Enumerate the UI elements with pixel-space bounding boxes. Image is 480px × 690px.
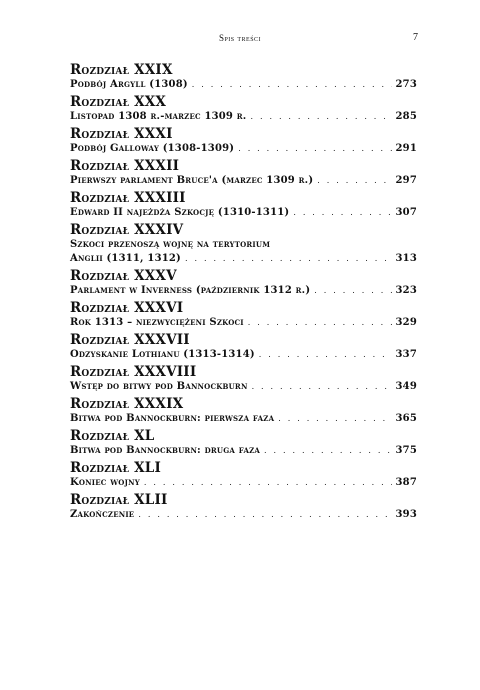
chapter-title: Podbój Argyll (1308) xyxy=(70,79,188,90)
toc-chapter xyxy=(70,94,417,124)
chapter-title: Bitwa pod Bannockburn: druga faza xyxy=(70,445,261,456)
chapter-heading: Rozdział XL xyxy=(70,428,155,444)
dot-leader xyxy=(293,206,391,220)
toc-chapter xyxy=(70,222,417,266)
dot-leader xyxy=(252,380,392,394)
dot-leader xyxy=(144,476,392,490)
dot-leader xyxy=(238,142,391,156)
chapter-heading: Rozdział XXXVIII xyxy=(70,364,197,380)
chapter-title: Zakończenie xyxy=(70,509,135,520)
toc-entry xyxy=(70,476,417,490)
toc-chapter xyxy=(70,158,417,188)
chapter-heading: Rozdział XXXIX xyxy=(70,396,184,412)
chapter-title: Pierwszy parlament Bruce'a (marzec 1309 r.) xyxy=(70,175,314,186)
chapter-heading: Rozdział XXIX xyxy=(70,62,173,78)
chapter-page: 323 xyxy=(395,285,417,296)
toc-entry xyxy=(70,110,417,124)
chapter-heading: Rozdział XXXII xyxy=(70,158,180,174)
toc-chapter xyxy=(70,396,417,426)
toc-chapter xyxy=(70,268,417,298)
chapter-title: Edward II najeżdża Szkocję (1310-1311) xyxy=(70,207,290,218)
chapter-page: 387 xyxy=(395,477,417,488)
toc-entry xyxy=(70,252,417,266)
chapter-page: 329 xyxy=(395,317,417,328)
running-head xyxy=(0,33,480,49)
chapter-title: Rok 1313 – niezwyciężeni Szkoci xyxy=(70,317,244,328)
toc-entry xyxy=(70,508,417,522)
dot-leader xyxy=(314,284,391,298)
chapter-page: 307 xyxy=(395,207,417,218)
chapter-page: 273 xyxy=(395,79,417,90)
toc-chapter xyxy=(70,428,417,458)
dot-leader xyxy=(185,252,392,266)
toc-chapter xyxy=(70,492,417,522)
chapter-heading: Rozdział XXXI xyxy=(70,126,173,142)
chapter-title: Anglii (1311, 1312) xyxy=(70,253,181,264)
chapter-heading: Rozdział XXXV xyxy=(70,268,177,284)
chapter-page: 365 xyxy=(395,413,417,424)
dot-leader xyxy=(138,508,391,522)
chapter-heading: Rozdział XXXIV xyxy=(70,222,184,238)
toc-entry xyxy=(70,284,417,298)
page-number: 7 xyxy=(413,32,418,43)
chapter-title: Odzyskanie Lothianu (1313-1314) xyxy=(70,349,255,360)
toc-entry xyxy=(70,412,417,426)
chapter-heading: Rozdział XXXVII xyxy=(70,332,190,348)
chapter-heading: Rozdział XLI xyxy=(70,460,161,476)
chapter-page: 337 xyxy=(395,349,417,360)
toc-entry xyxy=(70,444,417,458)
dot-leader xyxy=(192,78,392,92)
chapter-page: 313 xyxy=(395,253,417,264)
chapter-page: 393 xyxy=(395,509,417,520)
dot-leader xyxy=(250,110,391,124)
toc-chapter xyxy=(70,364,417,394)
toc-entry xyxy=(70,78,417,92)
toc-chapter xyxy=(70,300,417,330)
table-of-contents xyxy=(70,62,417,522)
toc-chapter xyxy=(70,126,417,156)
toc-chapter xyxy=(70,332,417,362)
toc-entry xyxy=(70,348,417,362)
toc-chapter xyxy=(70,62,417,92)
chapter-page: 349 xyxy=(395,381,417,392)
chapter-heading: Rozdział XXXVI xyxy=(70,300,184,316)
dot-leader xyxy=(248,316,392,330)
dot-leader xyxy=(264,444,391,458)
running-head-title: Spis treści xyxy=(218,33,262,43)
toc-entry xyxy=(70,142,417,156)
chapter-title: Bitwa pod Bannockburn: pierwsza faza xyxy=(70,413,275,424)
chapter-title: Wstęp do bitwy pod Bannockburn xyxy=(70,381,248,392)
chapter-title: Koniec wojny xyxy=(70,477,140,488)
chapter-title: Podbój Galloway (1308-1309) xyxy=(70,143,235,154)
dot-leader xyxy=(259,348,392,362)
chapter-heading: Rozdział XLII xyxy=(70,492,168,508)
toc-entry xyxy=(70,174,417,188)
chapter-page: 297 xyxy=(395,175,417,186)
dot-leader xyxy=(278,412,391,426)
dot-leader xyxy=(317,174,391,188)
toc-entry xyxy=(70,206,417,220)
chapter-title-line1: Szkoci przenoszą wojnę na terytorium xyxy=(70,239,271,250)
toc-entry xyxy=(70,316,417,330)
toc-chapter xyxy=(70,460,417,490)
chapter-page: 285 xyxy=(395,111,417,122)
chapter-heading: Rozdział XXX xyxy=(70,94,167,110)
chapter-page: 291 xyxy=(395,143,417,154)
chapter-title: Listopad 1308 r.-marzec 1309 r. xyxy=(70,111,247,122)
toc-chapter xyxy=(70,190,417,220)
toc-entry xyxy=(70,380,417,394)
chapter-heading: Rozdział XXXIII xyxy=(70,190,186,206)
chapter-page: 375 xyxy=(395,445,417,456)
chapter-title: Parlament w Inverness (październik 1312 r.) xyxy=(70,285,311,296)
